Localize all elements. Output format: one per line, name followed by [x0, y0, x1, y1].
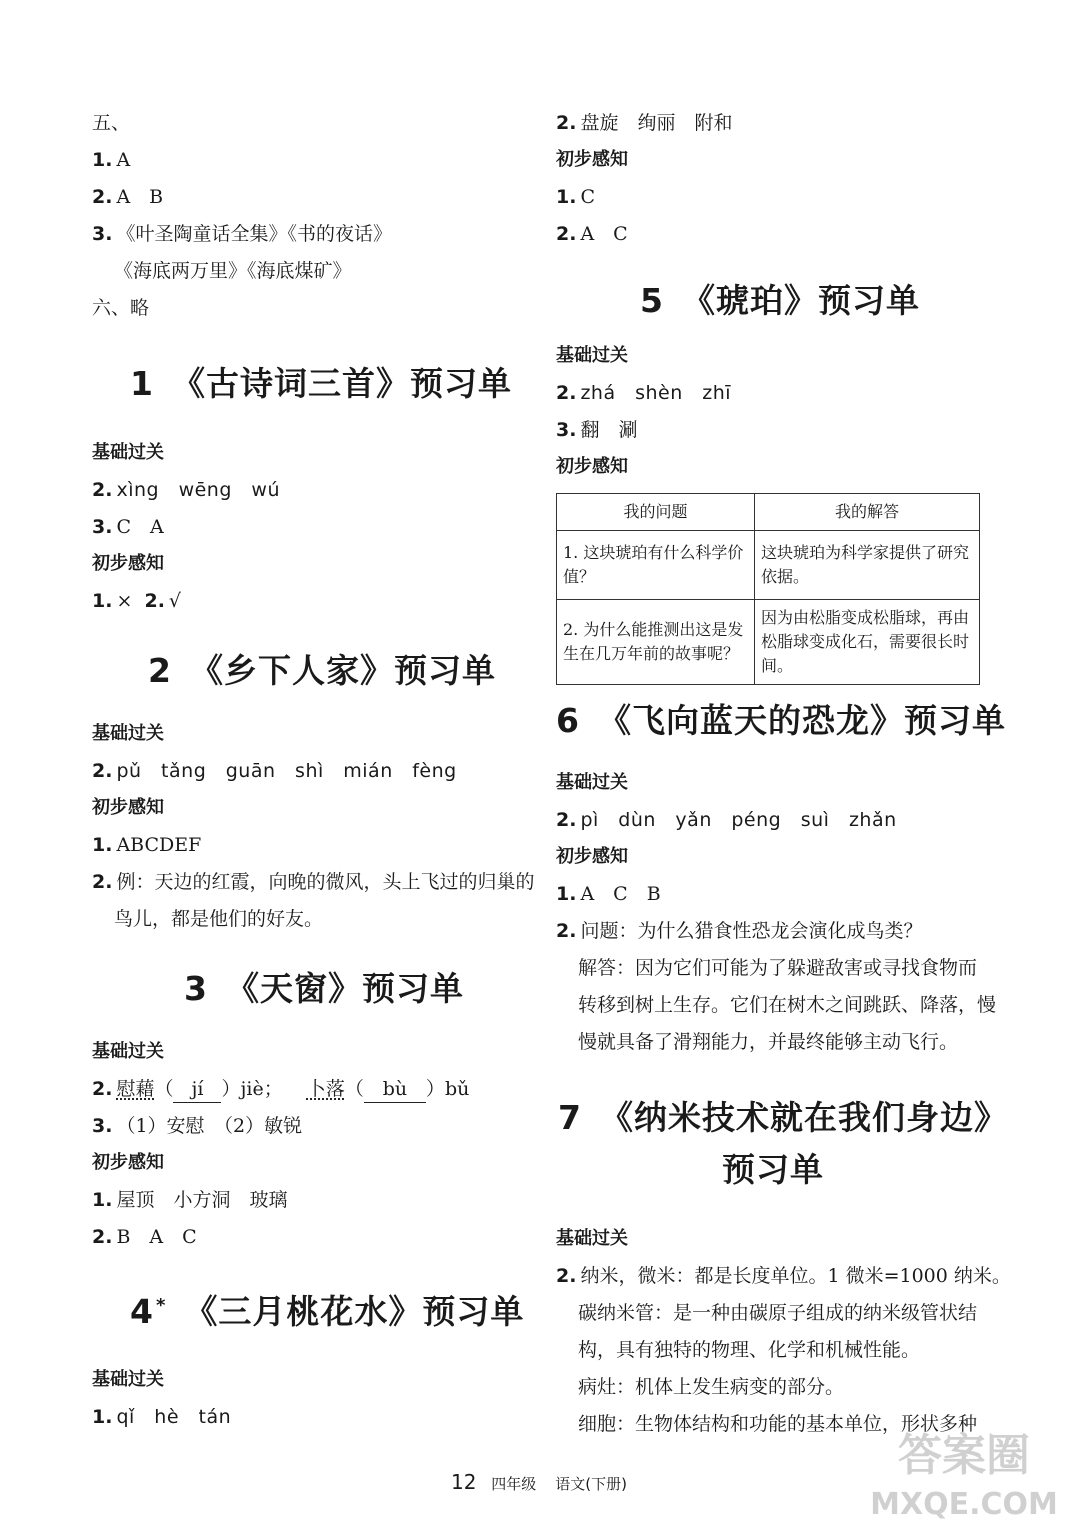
answer-line: 解答：因为它们可能为了躲避敌害或寻找食物而: [578, 957, 978, 979]
answer-line: 2. pǔ tǎng guān shì mián fèng: [92, 760, 457, 782]
answer-line: 构，具有独特的物理、化学和机械性能。: [578, 1339, 921, 1361]
table-cell: 1. 这块琥珀有什么科学价值？: [557, 531, 755, 600]
grade-label: 四年级: [491, 1475, 537, 1493]
section-heading: 初步感知: [556, 846, 628, 867]
table-cell: 这块琥珀为科学家提供了研究依据。: [755, 531, 980, 600]
section-five-label: 五、: [92, 112, 131, 134]
watermark-url: MXQE.COM: [870, 1487, 1058, 1522]
table-cell: 因为由松脂变成松脂球，再由松脂球变成化石，需要很长时间。: [755, 600, 980, 685]
answer-line: 2. xìng wēng wú: [92, 479, 280, 501]
lesson-title: 2 《乡下人家》预习单: [148, 651, 496, 690]
section-heading: 初步感知: [556, 149, 628, 170]
answer-line: 转移到树上生存。它们在树木之间跳跃、降落，慢: [578, 994, 997, 1016]
answer-line: 3. 《叶圣陶童话全集》《书的夜话》: [92, 223, 392, 245]
watermark-text: 答案圈: [898, 1430, 1030, 1481]
answer-line: 1. ABCDEF: [92, 834, 202, 856]
answer-line: 病灶：机体上发生病变的部分。: [578, 1376, 845, 1398]
answer-line: 3. C A: [92, 516, 164, 538]
answer-line: 碳纳米管：是一种由碳原子组成的纳米级管状结: [578, 1302, 978, 1324]
answer-line: 1. × 2. √: [92, 590, 182, 612]
section-heading: 初步感知: [92, 797, 164, 818]
answer-line: 2. zhá shèn zhī: [556, 382, 732, 404]
answer-line: 1. C: [556, 186, 595, 208]
section-heading: 初步感知: [92, 1152, 164, 1173]
lesson-title: 5 《琥珀》预习单: [640, 281, 920, 320]
section-heading: 基础过关: [92, 723, 164, 744]
section-heading: 基础过关: [92, 1041, 164, 1062]
subject-label: 语文(下册): [555, 1475, 628, 1493]
answer-line: 2. 问题：为什么猎食性恐龙会演化成鸟类？: [556, 920, 923, 942]
lesson-title: 7 《纳米技术就在我们身边》: [558, 1098, 1008, 1137]
answer-line: 慢就具备了滑翔能力，并最终能够主动飞行。: [578, 1031, 959, 1053]
watermark-logo: [864, 1418, 1064, 1528]
table-header: 我的解答: [755, 494, 980, 531]
lesson-title: 4 * 《三月桃花水》预习单: [130, 1292, 525, 1331]
section-heading: 基础过关: [92, 442, 164, 463]
section-heading: 基础过关: [556, 1228, 628, 1249]
section-heading: 基础过关: [92, 1369, 164, 1390]
table-cell: 2. 为什么能推测出这是发生在几万年前的故事呢？: [557, 600, 755, 685]
answer-line: 2. B A C: [92, 1226, 197, 1248]
section-heading: 基础过关: [556, 345, 628, 366]
section-six-label: 六、略: [92, 297, 150, 319]
answer-line: 2. A C: [556, 223, 628, 245]
qa-table: [556, 493, 980, 685]
section-heading: 初步感知: [92, 553, 164, 574]
table-row: [557, 600, 980, 685]
answer-line: 2. pì dùn yǎn péng suì zhǎn: [556, 809, 897, 831]
answer-line: 1. qǐ hè tán: [92, 1406, 232, 1428]
answer-line: 《海底两万里》《海底煤矿》: [114, 260, 352, 282]
answer-line: 3. （1）安慰 （2）敏锐: [92, 1115, 303, 1137]
answer-line: 鸟儿，都是他们的好友。: [114, 908, 324, 930]
page-number: 12: [450, 1470, 477, 1494]
answer-line: 1. A C B: [556, 883, 661, 905]
answer-line: 3. 翻 涮: [556, 419, 638, 441]
answer-line: 2. 慰藉（ jí ）jiè； 卜落（ bù ）bǔ: [92, 1076, 469, 1103]
lesson-title: 6 《飞向蓝天的恐龙》预习单: [556, 701, 1006, 740]
answer-line: 1. A: [92, 149, 131, 171]
lesson-title: 3 《天窗》预习单: [184, 969, 464, 1008]
answer-line: 细胞：生物体结构和功能的基本单位，形状多种: [578, 1413, 978, 1435]
lesson-title-continued: 预习单: [722, 1150, 824, 1189]
answer-line: 2. 例：天边的红霞，向晚的微风，头上飞过的归巢的: [92, 871, 535, 893]
answer-line: 2. A B: [92, 186, 164, 208]
answer-line: 2. 盘旋 绚丽 附和: [556, 112, 733, 134]
lesson-title: 1 《古诗词三首》预习单: [130, 364, 512, 403]
section-heading: 初步感知: [556, 456, 628, 477]
section-heading: 基础过关: [556, 772, 628, 793]
answer-line: 1. 屋顶 小方洞 玻璃: [92, 1189, 288, 1211]
table-row: [557, 531, 980, 600]
table-header: 我的问题: [557, 494, 755, 531]
answer-line: 2. 纳米，微米：都是长度单位。1 微米=1000 纳米。: [556, 1265, 1011, 1287]
